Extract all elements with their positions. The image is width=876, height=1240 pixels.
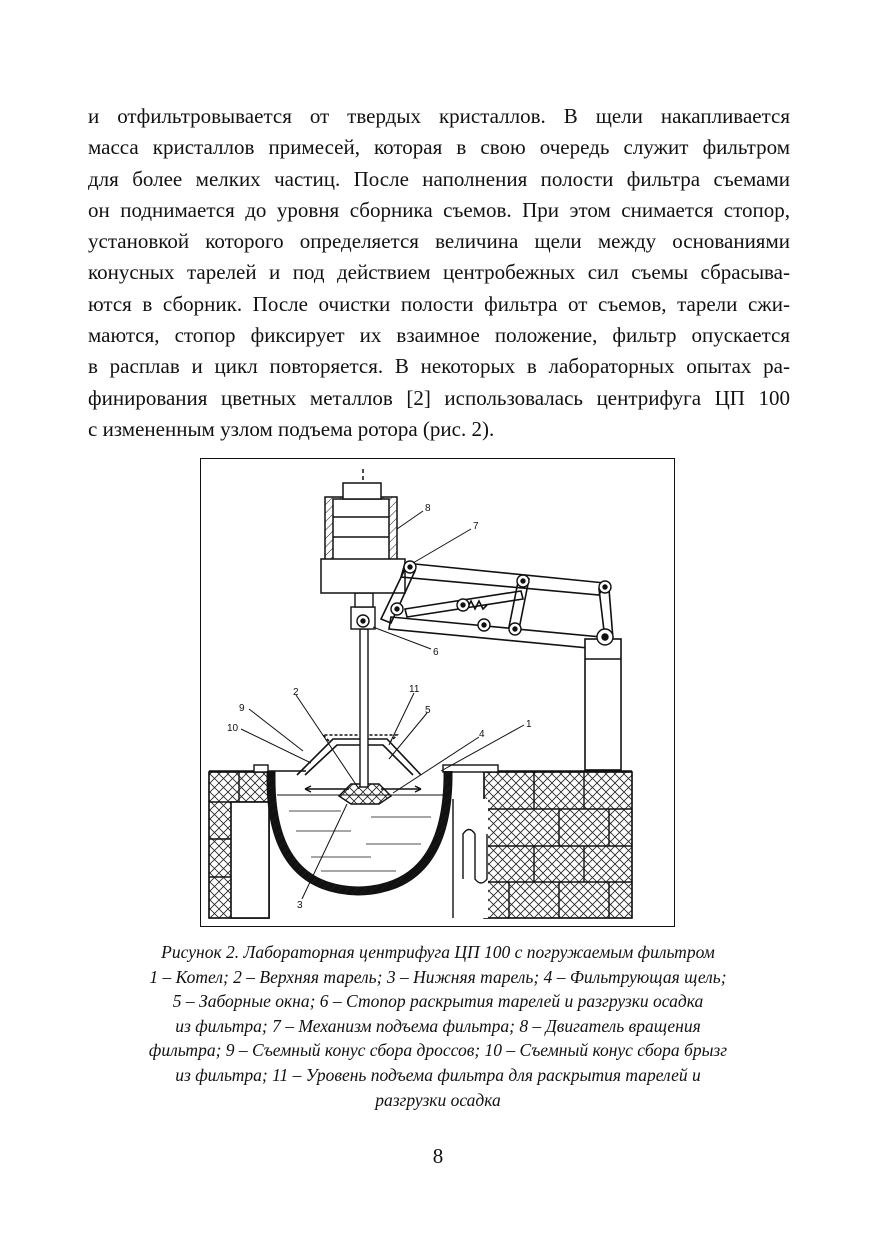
text-line: и отфильтровывается от твердых кристаллов. В щели накапливается (88, 104, 790, 128)
label-6: 6 (433, 647, 439, 658)
text-line: конусных тарелей и под действием центробежных сил съемы сбрасыва- (88, 260, 790, 285)
motor (321, 469, 405, 593)
page-number: 8 (432, 1144, 444, 1168)
label-8: 8 (425, 503, 431, 514)
figure-caption (70, 940, 806, 1112)
text-line: ются в сборник. После очистки полости фильтра от съемов, тарели сжи- (88, 291, 790, 316)
label-2: 2 (293, 687, 299, 698)
caption-line: 1 – Котел; 2 – Верхняя тарель; 3 – Нижняя тарель; 4 – Фильтрующая щель; (149, 966, 727, 987)
label-1: 1 (526, 719, 532, 730)
body-paragraph (88, 101, 790, 445)
label-10: 10 (227, 723, 239, 734)
text-line: финирования цветных металлов [2] использовалась центрифуга ЦП 100 (88, 385, 790, 410)
text-line: установкой которого определяется величина щели между основаниями (88, 229, 790, 254)
caption-line: из фильтра; 7 – Механизм подъема фильтра; 8 – Двигатель вращения (175, 1015, 701, 1036)
caption-line: Рисунок 2. Лабораторная центрифуга ЦП 100 с погружаемым фильтром (161, 942, 715, 962)
collection-cones (297, 735, 421, 775)
figure-centrifuge-diagram (200, 458, 675, 927)
label-5: 5 (425, 705, 431, 716)
label-7: 7 (473, 521, 479, 532)
text-line: он поднимается до уровня сборника съемов. При этом снимается стопор, (88, 197, 790, 222)
text-line: масса кристаллов примесей, которая в свою очередь служит фильтром (88, 135, 790, 160)
text-line: маются, стопор фиксирует их взаимное положение, фильтр опускается (88, 323, 790, 348)
lifting-mechanism (381, 563, 621, 770)
caption-line: фильтра; 9 – Съемный конус сбора дроссов; 10 – Съемный конус сбора брызг (148, 1040, 728, 1061)
text-line: для более мелких частиц. После наполнения полости фильтра съемами (88, 166, 790, 191)
label-11: 11 (409, 684, 420, 695)
label-3: 3 (297, 900, 303, 911)
label-4: 4 (479, 729, 485, 740)
caption-line: 5 – Заборные окна; 6 – Стопор раскрытия тарелей и разгрузки осадка (172, 991, 704, 1012)
caption-line: из фильтра; 11 – Уровень подъема фильтра для раскрытия тарелей и (175, 1064, 701, 1085)
label-9: 9 (239, 703, 245, 714)
centrifuge-drawing (201, 459, 676, 928)
text-line: с измененным узлом подъема ротора (рис. 2). (88, 416, 495, 441)
caption-line: разгрузки осадка (375, 1089, 501, 1110)
text-line: в расплав и цикл повторяется. В некоторых в лабораторных опытах ра- (88, 354, 790, 379)
right-wall (484, 772, 632, 918)
